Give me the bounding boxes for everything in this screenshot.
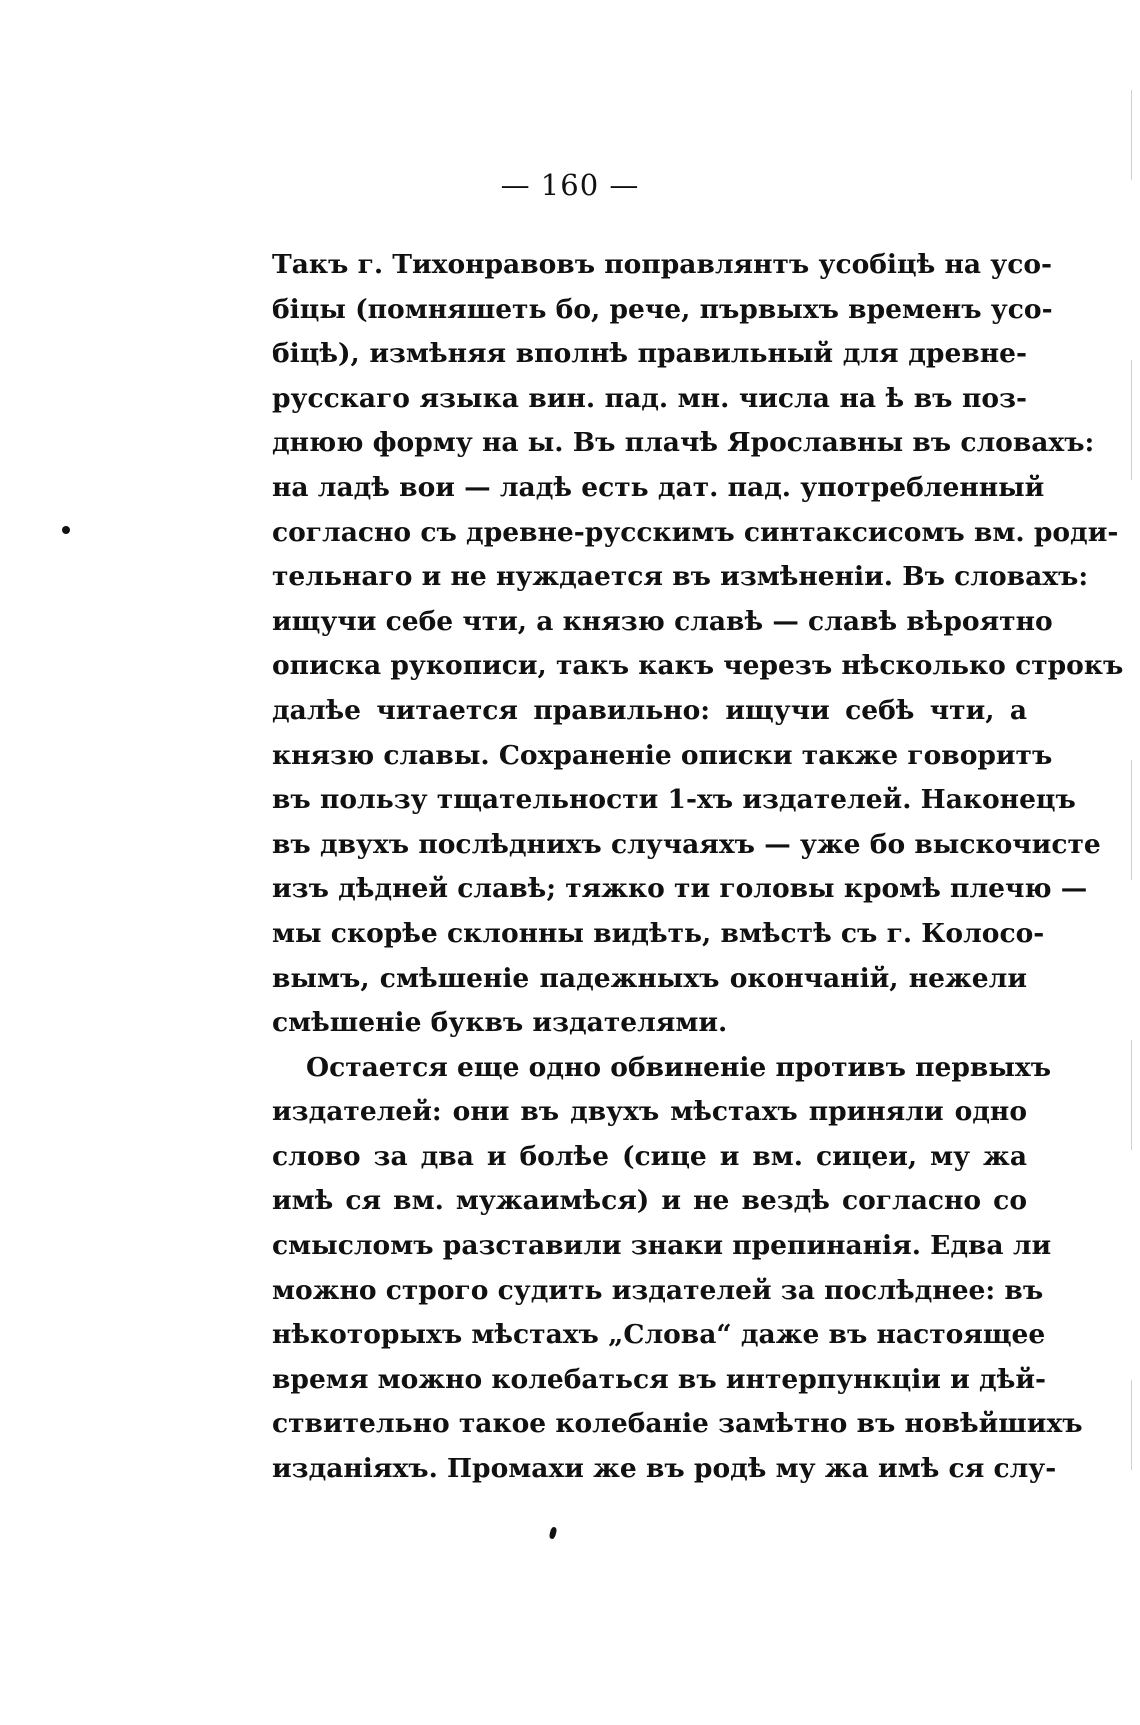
text-line: біцѣ), измѣняя вполнѣ правильный для древне- [272, 338, 1027, 370]
text-line: князю славы. Сохраненіе описки также говоритъ [272, 739, 1053, 771]
scan-edge-line [1131, 1040, 1132, 1150]
text-line: днюю форму на ы. Въ плачѣ Ярославны въ словахъ: [272, 427, 1095, 459]
text-line: описка рукописи, такъ какъ черезъ нѣсколько строкъ [272, 650, 1124, 682]
text-line: тельнаго и не нуждается въ измѣненіи. Въ словахъ: [272, 561, 1089, 593]
signature-mark [549, 1526, 558, 1539]
text-line: издателей: они въ двухъ мѣстахъ приняли одно [272, 1096, 1027, 1128]
text-line: русскаго языка вин. пад. мн. числа на ѣ въ поз- [272, 382, 1027, 414]
text-line: имѣ ся вм. мужаимѣся) и не вездѣ согласно со [272, 1185, 1027, 1217]
body-text [272, 243, 1124, 1492]
text-line: слово за два и болѣе (сице и вм. сицеи, му жа [272, 1140, 1027, 1172]
scan-edge-line [1131, 1380, 1132, 1470]
text-line: вымъ, смѣшеніе падежныхъ окончаній, нежели [272, 962, 1027, 994]
text-line: ищучи себе чти, а князю славѣ — славѣ вѣроятно [272, 605, 1053, 637]
text-line: въ двухъ послѣднихъ случаяхъ — уже бо выскочисте [272, 828, 1101, 860]
text-line: на ладѣ вои — ладѣ есть дат. пад. употребленный [272, 471, 1045, 503]
text-line: въ пользу тщательности 1-хъ издателей. Наконецъ [272, 784, 1076, 816]
scan-edge-line [1131, 360, 1132, 480]
margin-dot [62, 526, 70, 534]
text-line: время можно колебаться въ интерпункціи и дѣй- [272, 1363, 1046, 1395]
text-line: нѣкоторыхъ мѣстахъ „Слова“ даже въ настоящее [272, 1319, 1046, 1351]
text-line: согласно съ древне-русскимъ синтаксисомъ вм. роди- [272, 516, 1119, 548]
text-line: далѣе читается правильно: ищучи себѣ чти, а [272, 694, 1027, 726]
scan-edge-line [1131, 90, 1132, 180]
text-line: Остается еще одно обвиненіе противъ первыхъ [306, 1051, 1052, 1083]
text-line: изданіяхъ. Промахи же въ родѣ му жа имѣ ся слу- [272, 1453, 1057, 1485]
text-line: можно строго судить издателей за послѣднее: въ [272, 1274, 1044, 1306]
page-number: — 160 — [500, 168, 640, 202]
text-line: смѣшеніе буквъ издателями. [272, 1007, 728, 1039]
text-line: смысломъ разставили знаки препинанія. Едва ли [272, 1230, 1052, 1262]
scan-edge-line [1131, 760, 1132, 880]
text-line: Такъ г. Тихонравовъ поправлянтъ усобіцѣ на усо- [272, 249, 1053, 280]
text-line: ствительно такое колебаніе замѣтно въ новѣйшихъ [272, 1408, 1083, 1440]
text-line: изъ дѣдней славѣ; тяжко ти головы кромѣ плечю — [272, 873, 1088, 905]
text-line: біцы (помняшеть бо, рече, първыхъ временъ усо- [272, 293, 1053, 325]
text-line: мы скорѣе склонны видѣть, вмѣстѣ съ г. Колосо- [272, 917, 1045, 949]
